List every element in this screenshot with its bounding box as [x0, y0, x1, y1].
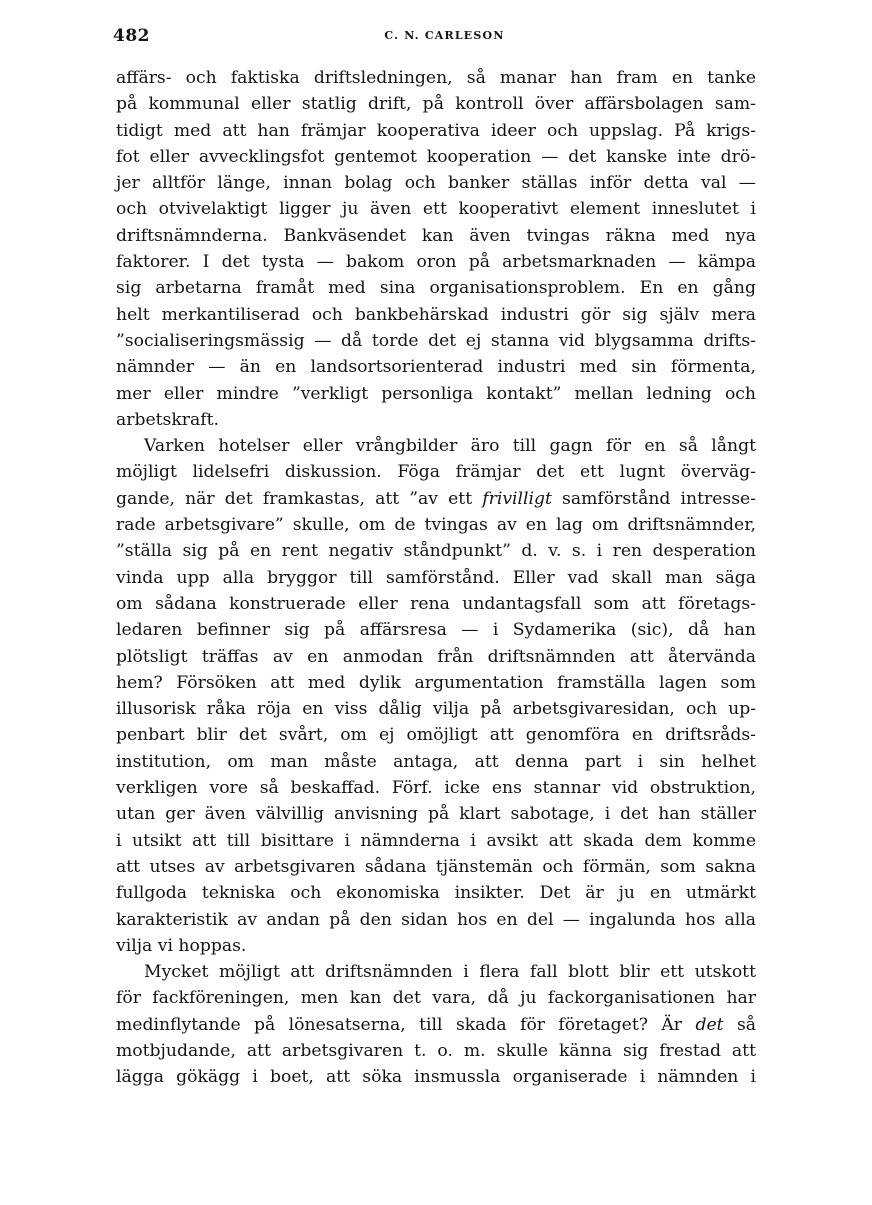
text-line: Mycket möjligt att driftsnämnden i flera fall blott blir ett utskott [144, 962, 756, 983]
text-line: illusorisk råka röja en viss dålig vilja på arbetsgivaresidan, och up- [116, 699, 756, 720]
text-line: karakteristik av andan på den sidan hos en del — ingalunda hos alla [116, 909, 756, 930]
text-line: penbart blir det svårt, om ej omöjligt att genomföra en driftsråds- [116, 725, 756, 746]
running-head [113, 26, 756, 50]
text-line: för fackföreningen, men kan det vara, då ju fackorganisationen har [116, 988, 756, 1009]
paragraph [116, 433, 756, 959]
text-segment: samförstånd intresse- [551, 488, 756, 509]
text-line: helt merkantiliserad och bankbehärskad industri gör sig själv mera [116, 304, 756, 325]
text-line: hem? Försöken att med dylik argumentation framställa lagen som [116, 672, 756, 693]
text-line: nämnder — än en landsortsorienterad industri med sin förmenta, [116, 357, 756, 378]
text-line: ”socialiseringsmässig — då torde det ej stanna vid blygsamma drifts- [116, 330, 756, 351]
text-line: lägga gökägg i boet, att söka insmussla organiserade i nämnden i [116, 1067, 756, 1088]
paragraph [116, 959, 756, 1090]
text-line: utan ger även välvillig anvisning på klart sabotage, i det han ställer [116, 804, 756, 825]
text-line: fullgoda tekniska och ekonomiska insikter. Det är ju en utmärkt [116, 883, 756, 904]
running-title: C. N. CARLESON [384, 29, 505, 42]
text-line [116, 486, 756, 512]
text-line: verkligen vore så beskaffad. Förf. icke ens stannar vid obstruktion, [116, 778, 756, 799]
text-line: mer eller mindre ”verkligt personliga kontakt” mellan ledning och [116, 383, 756, 404]
text-line: om sådana konstruerade eller rena undantagsfall som att företags- [116, 593, 756, 614]
text-line: arbetskraft. [116, 409, 219, 430]
text-line: vinda upp alla bryggor till samförstånd. Eller vad skall man säga [116, 567, 756, 588]
text-line: sig arbetarna framåt med sina organisationsproblem. En en gång [116, 278, 756, 299]
text-line: ledaren befinner sig på affärsresa — i Sydamerika (sic), då han [116, 620, 756, 641]
text-line: driftsnämnderna. Bankväsendet kan även tvingas räkna med nya [116, 225, 756, 246]
text-line: möjligt lidelsefri diskussion. Föga främjar det ett lugnt överväg- [116, 462, 756, 483]
text-line: i utsikt att till bisittare i nämnderna i avsikt att skada dem komme [116, 830, 756, 851]
text-line: fot eller avvecklingsfot gentemot kooperation — det kanske inte drö- [116, 146, 756, 167]
text-line: vilja vi hoppas. [116, 935, 247, 956]
text-line: plötsligt träffas av en anmodan från driftsnämnden att återvända [116, 646, 756, 667]
paragraph [116, 65, 756, 433]
text-line: på kommunal eller statlig drift, på kontroll över affärsbolagen sam- [116, 94, 756, 115]
text-line: tidigt med att han främjar kooperativa ideer och uppslag. På krigs- [116, 120, 756, 141]
italic-emphasis: frivilligt [482, 488, 552, 509]
text-line: och otvivelaktigt ligger ju även ett kooperativt element inneslutet i [116, 199, 756, 220]
text-segment: så [723, 1014, 757, 1035]
page-number: 482 [113, 26, 150, 46]
text-line: affärs- och faktiska driftsledningen, så manar han fram en tanke [116, 68, 756, 88]
text-line [116, 1012, 756, 1038]
text-line: jer alltför länge, innan bolag och banker ställas inför detta val — [116, 173, 756, 194]
text-line: rade arbetsgivare” skulle, om de tvingas av en lag om driftsnämnder, [116, 515, 756, 536]
body-text [116, 65, 756, 1091]
text-line: faktorer. I det tysta — bakom oron på arbetsmarknaden — kämpa [116, 252, 756, 273]
text-line: ”ställa sig på en rent negativ ståndpunkt” d. v. s. i ren desperation [116, 541, 756, 562]
text-line: motbjudande, att arbetsgivaren t. o. m. skulle känna sig frestad att [116, 1040, 756, 1061]
text-segment: medinflytande på lönesatserna, till skada för företaget? Är [116, 1014, 696, 1035]
italic-emphasis: det [695, 1014, 724, 1035]
text-line: institution, om man måste antaga, att denna part i sin helhet [116, 751, 756, 772]
text-line: att utses av arbetsgivaren sådana tjänstemän och förmän, som sakna [116, 856, 756, 877]
text-segment: gande, när det framkastas, att ”av ett [116, 488, 483, 509]
text-line: Varken hotelser eller vrångbilder äro till gagn för en så långt [144, 436, 756, 457]
